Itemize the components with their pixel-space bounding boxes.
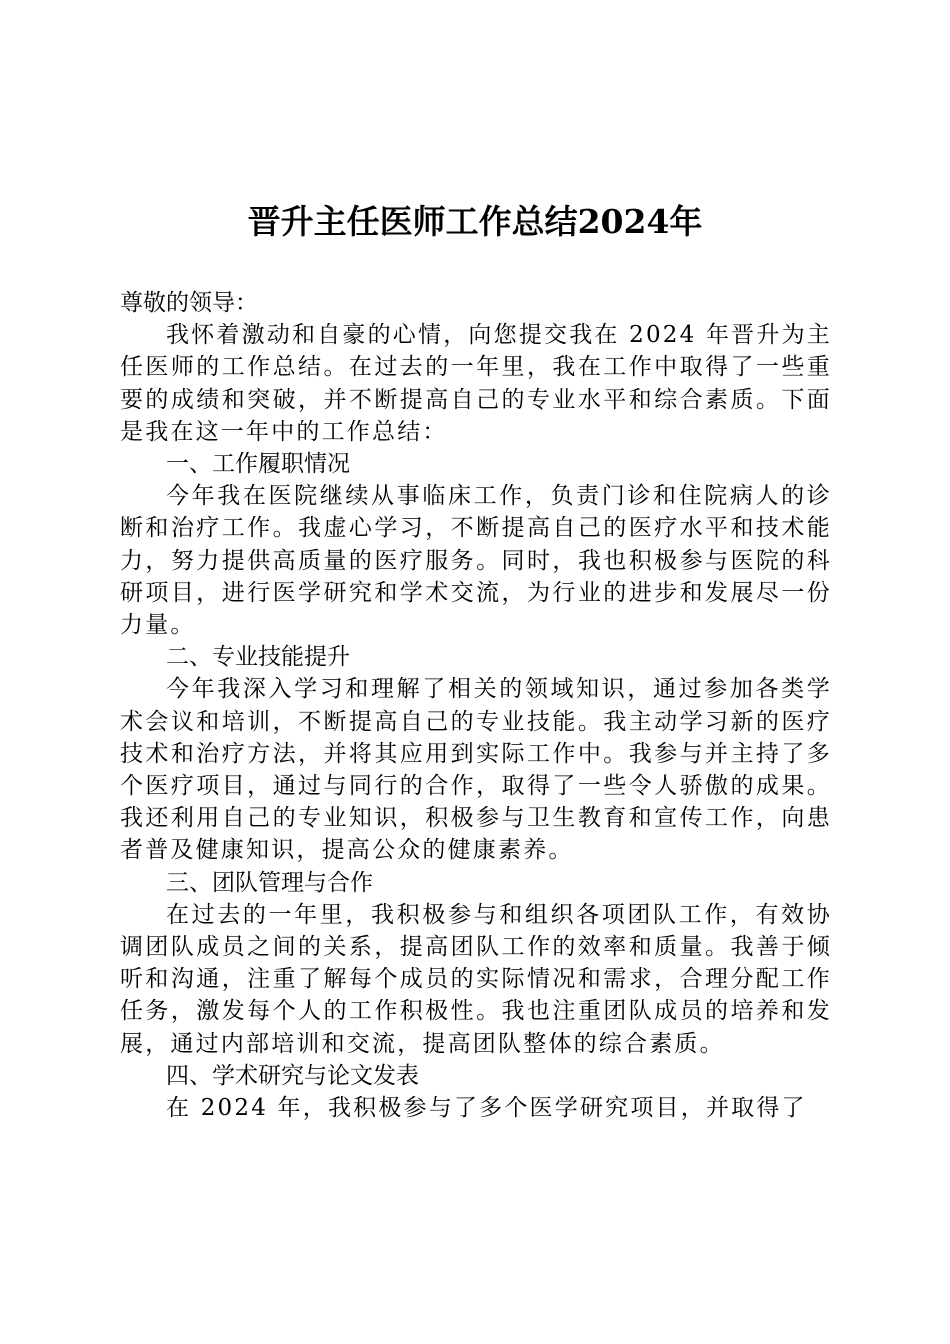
section-heading-3: 三、团队管理与合作 [166, 869, 373, 896]
section-heading-1: 一、工作履职情况 [166, 451, 350, 478]
section-paragraph-1: 今年我在医院继续从事临床工作，负责门诊和住院病人的诊断和治疗工作。我虚心学习，不断提高自己的医疗水平和技术能力，努力提供高质量的医疗服务。同时，我也积极参与医院的科研项目，进行医学研究和学术交流，为行业的进步和发展尽一份力量。 [120, 483, 832, 639]
document-body [120, 287, 832, 1124]
intro-paragraph: 我怀着激动和自豪的心情，向您提交我在 2024 年晋升为主任医师的工作总结。在过去的一年里，我在工作中取得了一些重要的成绩和突破，并不断提高自己的专业水平和综合素质。下面是我在这一年中的工作总结： [120, 322, 832, 445]
greeting: 尊敬的领导： [120, 290, 258, 316]
section-paragraph-4: 在 2024 年，我积极参与了多个医学研究项目，并取得了 [166, 1095, 807, 1122]
section-paragraph-2: 今年我深入学习和理解了相关的领域知识，通过参加各类学术会议和培训，不断提高自己的专业技能。我主动学习新的医疗技术和治疗方法，并将其应用到实际工作中。我参与并主持了多个医疗项目，通过与同行的合作，取得了一些令人骄傲的成果。我还利用自己的专业知识，积极参与卫生教育和宣传工作，向患者普及健康知识，提高公众的健康素养。 [120, 676, 832, 864]
section-paragraph-3: 在过去的一年里，我积极参与和组织各项团队工作，有效协调团队成员之间的关系，提高团队工作的效率和质量。我善于倾听和沟通，注重了解每个成员的实际情况和需求，合理分配工作任务，激发每个人的工作积极性。我也注重团队成员的培养和发展，通过内部培训和交流，提高团队整体的综合素质。 [120, 901, 832, 1057]
section-heading-2: 二、专业技能提升 [166, 644, 350, 671]
document-title: 晋升主任医师工作总结2024年 [247, 202, 703, 241]
section-heading-4: 四、学术研究与论文发表 [166, 1062, 419, 1089]
